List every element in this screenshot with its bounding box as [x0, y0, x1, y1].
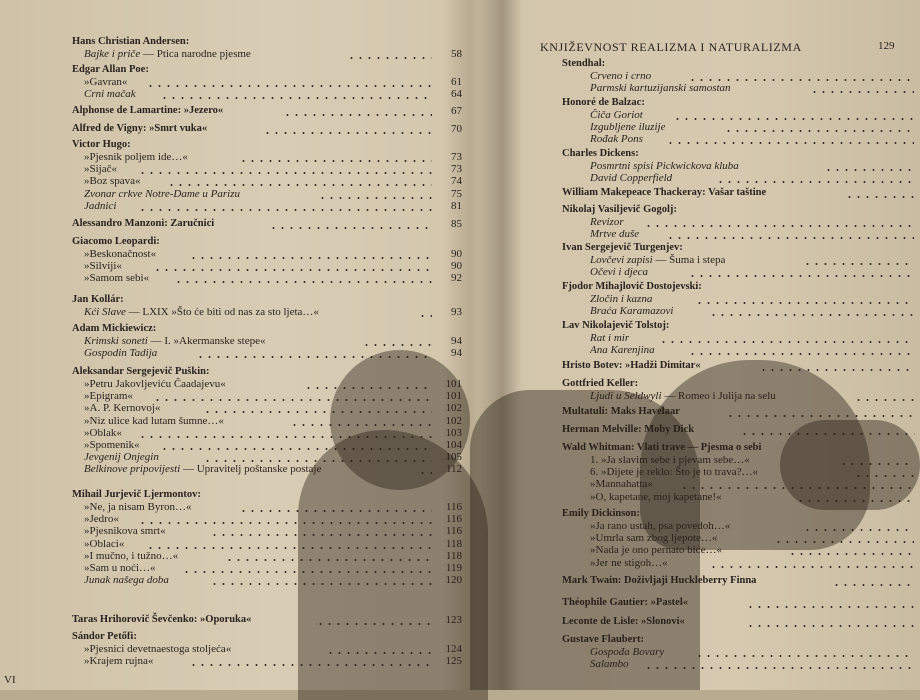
- toc-title: »Spomenik«: [84, 439, 140, 451]
- toc-title: »Krajem rujna«: [84, 655, 154, 668]
- toc-title: Čiča Goriot: [590, 109, 643, 121]
- toc-line: [84, 574, 169, 586]
- toc-title: »Ja rano ustah, psa povedoh…«: [590, 520, 731, 532]
- toc-line: [84, 439, 140, 451]
- toc-line: [84, 76, 127, 88]
- author-heading: Wald Whitman: Vlati trave — Pjesma o sebi: [562, 442, 762, 453]
- page-number: 102: [445, 402, 462, 415]
- toc-title: »Pjesnici devetnaestoga stoljeća«: [84, 643, 232, 655]
- page-number: 116: [445, 501, 462, 513]
- dot-leader: [138, 209, 432, 211]
- toc-title: »Jer ne stigoh…«: [590, 556, 668, 569]
- toc-title: Lovčevi zapisi — Šuma i stepa: [590, 254, 726, 266]
- section-header: KNJIŽEVNOST REALIZMA I NATURALIZMA: [540, 40, 802, 54]
- toc-title: »Samom sebi«: [84, 272, 150, 285]
- toc-line: [84, 88, 136, 100]
- page-number: 90: [451, 248, 462, 260]
- toc-title: Crveno i crno: [590, 70, 652, 82]
- toc-title: Gospođa Bovary: [590, 646, 665, 658]
- dot-leader: [746, 625, 915, 627]
- dot-leader: [160, 97, 432, 99]
- toc-title: Crni mačak: [84, 88, 136, 101]
- dot-leader: [709, 314, 914, 316]
- toc-title: »Sam u noći…«: [84, 562, 156, 574]
- dot-leader: [347, 57, 432, 59]
- author-heading: Taras Hrihorovič Ševčenko: »Oporuka«: [72, 614, 252, 625]
- author-heading: Mihail Jurjevič Ljermontov:: [72, 489, 201, 500]
- author-heading: Honoré de Balzac:: [562, 97, 645, 108]
- toc-title: »Petru Jakovljeviću Čaadajevu«: [84, 378, 226, 390]
- hand-shadow: [330, 350, 470, 490]
- dot-leader: [746, 606, 915, 608]
- dot-leader: [146, 85, 432, 87]
- toc-title: Braća Karamazovi: [590, 305, 674, 318]
- page-number: 85: [451, 218, 462, 230]
- toc-line: [590, 305, 673, 317]
- toc-title: David Copperfield: [590, 172, 673, 185]
- toc-title: »Beskonačnost«: [84, 248, 157, 260]
- toc-line: [84, 347, 157, 359]
- toc-title: »Ne, ja nisam Byron…«: [84, 501, 192, 513]
- dot-leader: [688, 353, 914, 355]
- toc-line: [590, 70, 651, 82]
- page-number: 116: [445, 513, 462, 526]
- toc-line: [84, 525, 166, 537]
- toc-line: [84, 550, 178, 562]
- toc-line: [590, 266, 648, 278]
- toc-line: [84, 272, 149, 284]
- author-heading: Sándor Petőfi:: [72, 631, 137, 642]
- author-heading: Multatuli: Maks Havelaar: [562, 406, 680, 417]
- author-heading: Lav Nikolajevič Tolstoj:: [562, 320, 670, 331]
- toc-line: [590, 172, 672, 184]
- toc-line: [84, 501, 192, 513]
- toc-title: Kći Slave — LXIX »Što će biti od nas za sto ljeta…«: [84, 306, 319, 318]
- page-number: 58: [451, 48, 462, 60]
- toc-title: »Jedro«: [84, 513, 119, 526]
- toc-title: Očevi i djeca: [590, 266, 649, 279]
- page-number: 125: [445, 655, 462, 668]
- dot-leader: [845, 196, 915, 198]
- page-number: 70: [451, 123, 462, 135]
- page-number: 116: [445, 525, 462, 538]
- toc-line: [590, 332, 629, 344]
- dot-leader: [269, 227, 432, 229]
- author-heading: Stendhal:: [562, 58, 606, 69]
- toc-line: [84, 643, 231, 655]
- page-number: 118: [445, 549, 462, 562]
- author-heading: Charles Dickens:: [562, 148, 639, 159]
- toc-title: Junak našega doba: [84, 574, 169, 587]
- toc-title: Krimski soneti — I. »Akermanske stepe«: [84, 335, 266, 347]
- toc-line: [84, 538, 124, 550]
- page-number: 81: [451, 199, 462, 212]
- toc-line: [84, 306, 319, 318]
- page-number: 75: [451, 187, 462, 200]
- toc-line: [84, 390, 133, 402]
- toc-title: Izgubljene iluzije: [590, 121, 666, 134]
- author-heading: Hristo Botev: »Hadži Dimitar«: [562, 360, 701, 371]
- toc-title: »Gavran«: [84, 76, 128, 88]
- page-number: 94: [451, 335, 462, 347]
- dot-leader: [362, 344, 432, 346]
- toc-title: »Niz ulice kad lutam šumne…«: [84, 414, 224, 427]
- toc-line: [590, 254, 725, 266]
- page-number: 112: [445, 463, 462, 476]
- author-heading: Herman Melville: Moby Dick: [562, 424, 695, 435]
- toc-title: Jadnici: [84, 199, 117, 212]
- toc-title: »Pjesnik poljem ide…«: [84, 151, 188, 163]
- dot-leader: [138, 172, 432, 174]
- dot-leader: [788, 553, 914, 555]
- toc-line: [84, 163, 117, 175]
- author-heading: Mark Twain: Doživljaji Huckleberry Finna: [562, 575, 757, 586]
- toc-line: [590, 82, 731, 94]
- page-number: 120: [445, 574, 462, 587]
- toc-title: Mrtve duše: [590, 228, 640, 241]
- toc-title: 1. »Ja slavim sebe i pjevam sebe…«: [590, 454, 750, 466]
- toc-title: Posmrtni spisi Pickwickova kluba: [590, 160, 739, 172]
- author-heading: Ivan Sergejevič Turgenjev:: [562, 242, 683, 253]
- author-heading: Fjodor Mihajlovič Dostojevski:: [562, 281, 702, 292]
- author-heading: Alfred de Vigny: »Smrt vuka«: [72, 123, 208, 134]
- page-number: 101: [445, 390, 462, 403]
- page-number: 119: [445, 562, 462, 574]
- dot-leader: [709, 566, 914, 568]
- dot-leader: [666, 142, 914, 144]
- toc-title: Bajke i priče — Ptica narodne pjesme: [84, 48, 251, 60]
- author-heading: Alphonse de Lamartine: »Jezero«: [72, 105, 224, 116]
- toc-title: »Nada je ono pernato biće…«: [590, 544, 722, 557]
- toc-line: [590, 121, 665, 133]
- author-heading: Hans Christian Andersen:: [72, 36, 190, 47]
- toc-line: [84, 260, 122, 272]
- toc-title: Jevgenij Onjegin: [84, 451, 159, 464]
- author-heading: Adam Mickiewicz:: [72, 323, 157, 334]
- dot-leader: [167, 184, 432, 186]
- toc-line: [590, 216, 624, 228]
- footer-page-number: VI: [4, 674, 16, 686]
- page-number: 94: [451, 347, 462, 360]
- author-heading: Gustave Flaubert:: [562, 634, 644, 645]
- dot-leader: [695, 655, 914, 657]
- toc-title: »Silviji«: [84, 260, 122, 273]
- toc-line: [84, 463, 321, 475]
- toc-title: Gospodin Tadija: [84, 347, 158, 360]
- dot-leader: [803, 263, 914, 265]
- toc-title: »Epigram«: [84, 390, 133, 403]
- toc-line: [590, 109, 643, 121]
- author-heading: Victor Hugo:: [72, 139, 131, 150]
- toc-line: [84, 513, 119, 525]
- dot-leader: [824, 169, 914, 171]
- toc-line: [84, 451, 159, 463]
- page-number: 61: [451, 76, 462, 88]
- dot-leader: [263, 132, 432, 134]
- author-heading: William Makepeace Thackeray: Vašar taštine: [562, 187, 767, 198]
- author-heading: Gottfried Keller:: [562, 378, 639, 389]
- toc-title: Salambo: [590, 658, 629, 671]
- toc-line: [84, 188, 240, 200]
- toc-title: Belkinove pripovijesti — Upravitelj poštanske postaje: [84, 463, 322, 476]
- hand-shadow: [780, 420, 920, 510]
- dot-leader: [810, 91, 914, 93]
- toc-line: [590, 228, 639, 240]
- toc-title: Rođak Pons: [590, 133, 643, 146]
- toc-title: 6. »Dijete je reklo: Što je to trava?…«: [590, 466, 759, 479]
- toc-line: [84, 402, 160, 414]
- toc-line: [590, 293, 652, 305]
- page-number: 92: [451, 272, 462, 285]
- dot-leader: [189, 257, 432, 259]
- dot-leader: [695, 302, 914, 304]
- author-heading: Edgar Allan Poe:: [72, 64, 149, 75]
- author-heading: Aleksandar Sergejevič Puškin:: [72, 366, 210, 377]
- page-number: 74: [451, 175, 462, 188]
- author-heading: Giacomo Leopardi:: [72, 236, 160, 247]
- dot-leader: [644, 225, 914, 227]
- dot-leader: [724, 130, 914, 132]
- toc-title: Rat i mir: [590, 332, 630, 344]
- toc-title: »I mučno, i tužno…«: [84, 549, 179, 562]
- author-heading: Nikolaj Vasiljevič Gogolj:: [562, 204, 677, 215]
- dot-leader: [174, 281, 432, 283]
- page-number: 67: [451, 105, 462, 117]
- page-number: 123: [445, 614, 462, 626]
- toc-line: [590, 344, 655, 356]
- page-number: 103: [445, 426, 462, 439]
- page-number: 124: [445, 643, 462, 655]
- dot-leader: [673, 118, 914, 120]
- toc-line: [84, 151, 188, 163]
- toc-line: [84, 248, 156, 260]
- toc-title: Zvonar crkve Notre-Dame u Parizu: [84, 187, 241, 200]
- toc-line: [84, 48, 251, 60]
- author-heading: Jan Kollár:: [72, 294, 124, 305]
- dot-leader: [666, 237, 914, 239]
- toc-line: [590, 160, 739, 172]
- dot-leader: [659, 341, 914, 343]
- dot-leader: [239, 160, 432, 162]
- page-number: 101: [445, 378, 462, 390]
- toc-title: »O, kapetane, moj kapetane!«: [590, 490, 722, 503]
- toc-title: Zločin i kazna: [590, 293, 653, 305]
- author-heading: Théophile Gautier: »Pastel«: [562, 597, 688, 608]
- page-number: 118: [445, 537, 462, 550]
- page-number: 93: [451, 306, 462, 318]
- toc-line: [84, 335, 265, 347]
- toc-title: Revizor: [590, 216, 624, 228]
- dot-leader: [688, 275, 914, 277]
- page-number: 104: [445, 439, 462, 451]
- dot-leader: [688, 79, 914, 81]
- dot-leader: [854, 399, 914, 401]
- dot-leader: [318, 197, 432, 199]
- page-number: 64: [451, 88, 462, 101]
- toc-title: »Boz spava«: [84, 175, 141, 188]
- toc-line: [84, 175, 141, 187]
- dot-leader: [153, 269, 432, 271]
- toc-title: »Pjesnikova smrt«: [84, 525, 166, 538]
- dot-leader: [716, 181, 914, 183]
- page-number: 105: [445, 451, 462, 464]
- author-heading: Alessandro Manzoni: Zaručnici: [72, 218, 215, 229]
- toc-line: [84, 378, 226, 390]
- dot-leader: [283, 114, 432, 116]
- toc-line: [84, 427, 122, 439]
- dot-leader: [418, 315, 432, 317]
- toc-title: »Mannahatta«: [590, 478, 653, 491]
- page-number: 90: [451, 260, 462, 273]
- toc-line: [84, 655, 153, 667]
- toc-line: [84, 562, 156, 574]
- toc-title: »Sijač«: [84, 163, 117, 176]
- page-number: 73: [451, 151, 462, 163]
- toc-title: Ljudi u Seldwyli — Romeo i Julija na selu: [590, 390, 776, 402]
- dot-leader: [832, 584, 915, 586]
- toc-title: »Oblaci«: [84, 537, 125, 550]
- header-page-number: 129: [878, 40, 895, 52]
- toc-title: »A. P. Kernovoj«: [84, 402, 161, 415]
- author-heading: Emily Dickinson:: [562, 508, 640, 519]
- toc-title: Ana Karenjina: [590, 344, 655, 357]
- toc-title: »Oblak«: [84, 426, 122, 439]
- toc-title: Parmski kartuzijanski samostan: [590, 82, 731, 95]
- toc-title: »Umrla sam zbog ljepote…«: [590, 532, 718, 545]
- page-number: 73: [451, 163, 462, 176]
- toc-line: [84, 415, 224, 427]
- toc-line: [84, 200, 116, 212]
- toc-line: [590, 133, 643, 145]
- author-heading: Leconte de Lisle: »Slonovi«: [562, 616, 685, 627]
- page-number: 102: [445, 414, 462, 427]
